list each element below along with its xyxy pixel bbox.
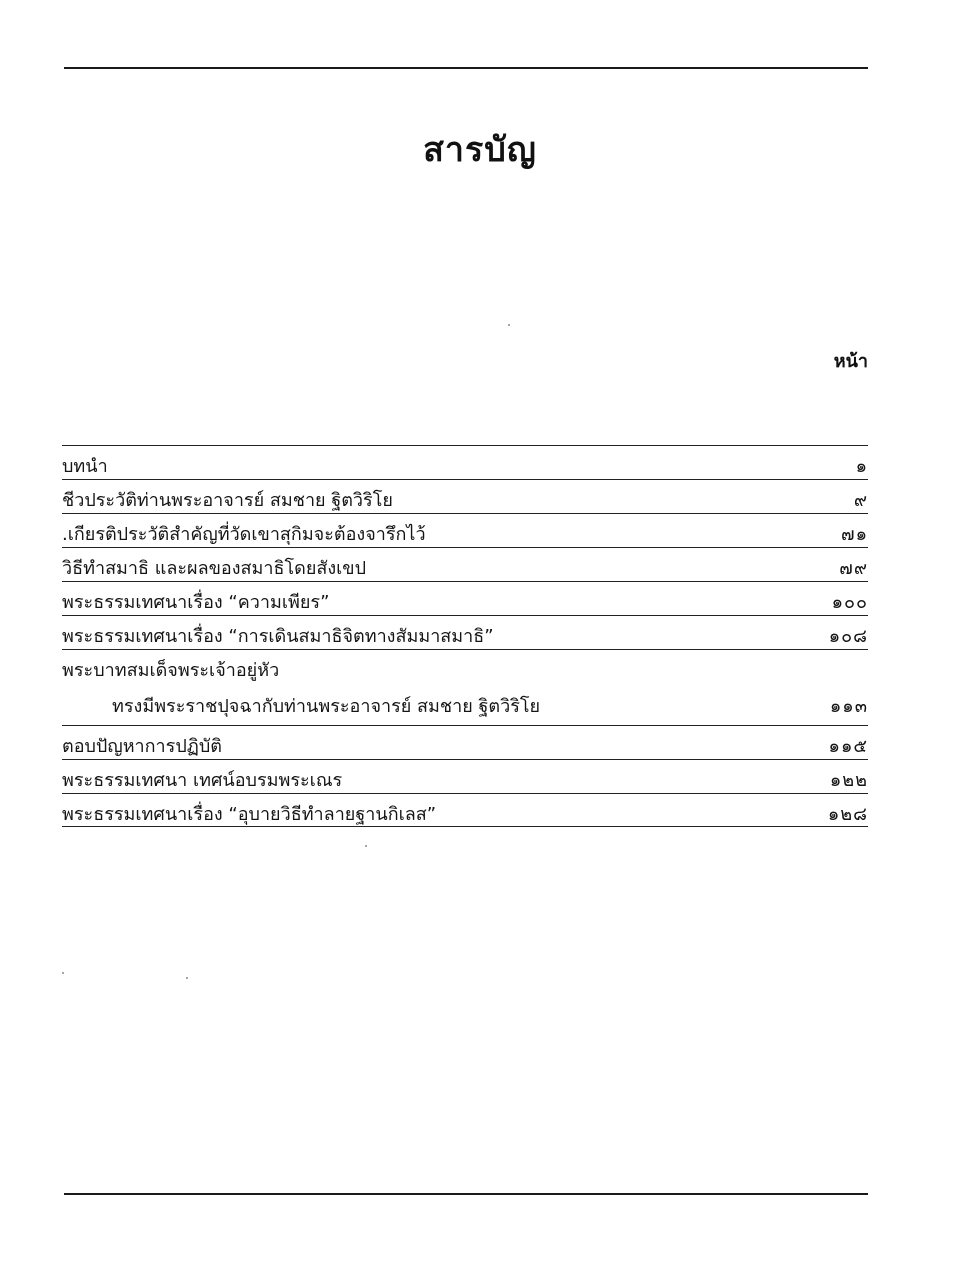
toc-entry-page: ๑๐๘ xyxy=(828,626,868,647)
toc-entry xyxy=(62,547,868,581)
toc-entry xyxy=(62,615,868,649)
toc-entry-page: ๑๑๓ xyxy=(829,696,868,717)
toc-entry-page: ๑๐๐ xyxy=(831,592,868,613)
paper-speck xyxy=(508,324,510,326)
table-of-contents xyxy=(62,445,868,827)
top-rule xyxy=(64,67,868,69)
toc-entry xyxy=(62,759,868,793)
toc-entry-title: พระธรรมเทศนาเรื่อง “ความเพียร” xyxy=(62,592,330,613)
toc-entry-title: บทนำ xyxy=(62,456,108,477)
toc-entry-title: ชีวประวัติท่านพระอาจารย์ สมชาย ฐิตวิริโย xyxy=(62,490,393,511)
toc-entry-title: พระบาทสมเด็จพระเจ้าอยู่หัว xyxy=(62,660,280,681)
toc-entry-title: ตอบปัญหาการปฏิบัติ xyxy=(62,736,222,757)
toc-entry-title-continued: ทรงมีพระราชปุจฉากับท่านพระอาจารย์ สมชาย ฐิตวิริโย xyxy=(112,696,541,717)
paper-speck xyxy=(365,845,367,847)
page-title: สารบัญ xyxy=(423,130,537,170)
paper-speck xyxy=(62,972,64,974)
toc-entry xyxy=(62,479,868,513)
toc-entry xyxy=(62,513,868,547)
toc-entry-title: พระธรรมเทศนา เทศน์อบรมพระเณร xyxy=(62,770,343,791)
toc-entry-page: ๑๒๘ xyxy=(827,804,868,825)
toc-entry-title: พระธรรมเทศนาเรื่อง “อุบายวิธีทำลายฐานกิเลส” xyxy=(62,804,437,825)
toc-entry-page: ๗๑ xyxy=(841,524,868,545)
toc-entry-page: ๑๑๕ xyxy=(828,736,868,757)
toc-entry xyxy=(62,581,868,615)
paper-speck xyxy=(186,977,188,979)
toc-entry xyxy=(62,649,868,725)
toc-entry-page: ๑๒๒ xyxy=(829,770,868,791)
toc-entry xyxy=(62,793,868,827)
toc-entry xyxy=(62,445,868,479)
toc-entry-page: ๑ xyxy=(855,456,868,477)
page-column-header: หน้า xyxy=(833,351,868,372)
toc-entry-page: ๗๙ xyxy=(839,558,868,579)
toc-entry xyxy=(62,725,868,759)
toc-entry-title: .เกียรติประวัติสำคัญที่วัดเขาสุกิมจะต้องจารึกไว้ xyxy=(62,524,426,545)
bottom-rule xyxy=(64,1193,868,1195)
toc-entry-title: วิธีทำสมาธิ และผลของสมาธิโดยสังเขป xyxy=(62,558,367,579)
toc-entry-title: พระธรรมเทศนาเรื่อง “การเดินสมาธิจิตทางสัมมาสมาธิ” xyxy=(62,626,494,647)
toc-entry-page: ๙ xyxy=(853,490,868,511)
